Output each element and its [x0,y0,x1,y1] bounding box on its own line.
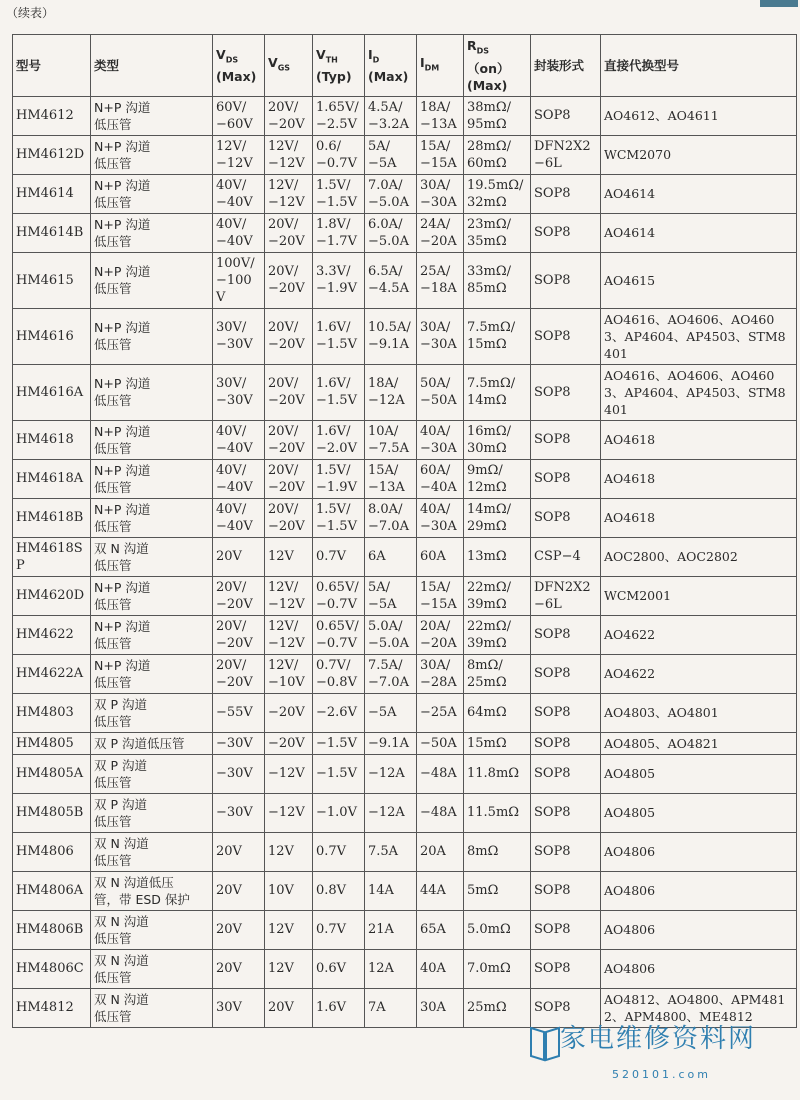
vds-cell: 30V [213,988,265,1027]
vgs-cell: 12V [265,910,313,949]
id-cell: 5A/ −5A [365,576,417,615]
idm-cell: −50A [417,732,464,754]
rds-cell: 14mΩ/ 29mΩ [464,498,531,537]
model-cell: HM4618A [13,459,91,498]
idm-cell: −25A [417,693,464,732]
model-cell: HM4805B [13,793,91,832]
type-cell: 双 P 沟道 低压管 [91,754,213,793]
header-idm: $I_{DM}$ [417,35,464,97]
vgs-cell: 20V/ −20V [265,308,313,364]
type-cell: 双 N 沟道 低压管 [91,910,213,949]
package-cell: DFN2X2 −6L [531,135,601,174]
package-cell: DFN2X2 −6L [531,576,601,615]
model-cell: HM4618 [13,420,91,459]
type-cell: 双 N 沟道 低压管 [91,988,213,1027]
type-cell: N+P 沟道 低压管 [91,615,213,654]
package-cell: SOP8 [531,364,601,420]
type-cell: N+P 沟道 低压管 [91,308,213,364]
package-cell: SOP8 [531,754,601,793]
replacement-cell: AO4805 [601,754,797,793]
model-cell: HM4615 [13,252,91,308]
vgs-cell: −20V [265,732,313,754]
replacement-cell: WCM2070 [601,135,797,174]
vgs-cell: 20V [265,988,313,1027]
type-cell: 双 N 沟道 低压管 [91,832,213,871]
type-cell: N+P 沟道 低压管 [91,135,213,174]
type-cell: N+P 沟道 低压管 [91,174,213,213]
vgs-cell: −12V [265,793,313,832]
idm-cell: 30A [417,988,464,1027]
id-cell: 14A [365,871,417,910]
id-cell: 21A [365,910,417,949]
replacement-cell: AO4806 [601,832,797,871]
header-vgs: $V_{GS}$ [265,35,313,97]
type-cell: 双 N 沟道 低压管 [91,537,213,576]
replacement-cell: AO4616、AO4606、AO4603、AP4604、AP4503、STM8401 [601,308,797,364]
rds-cell: 38mΩ/ 95mΩ [464,96,531,135]
vds-cell: −30V [213,793,265,832]
vds-cell: 40V/ −40V [213,213,265,252]
model-cell: HM4614B [13,213,91,252]
vth-cell: 0.7V [313,537,365,576]
package-cell: SOP8 [531,654,601,693]
model-cell: HM4616 [13,308,91,364]
vgs-cell: 12V/ −12V [265,135,313,174]
vgs-cell: −12V [265,754,313,793]
package-cell: SOP8 [531,988,601,1027]
vth-cell: 0.6/ −0.7V [313,135,365,174]
type-cell: 双 P 沟道低压管 [91,732,213,754]
vgs-cell: −20V [265,693,313,732]
replacement-cell: AO4618 [601,459,797,498]
idm-cell: 60A [417,537,464,576]
model-cell: HM4614 [13,174,91,213]
model-cell: HM4622 [13,615,91,654]
id-cell: 18A/ −12A [365,364,417,420]
rds-cell: 22mΩ/ 39mΩ [464,615,531,654]
replacement-cell: AO4614 [601,174,797,213]
table-header-row [13,35,797,97]
table-row [13,420,797,459]
type-cell: 双 P 沟道 低压管 [91,793,213,832]
replacement-cell: AO4615 [601,252,797,308]
model-cell: HM4812 [13,988,91,1027]
vds-cell: 20V/ −20V [213,615,265,654]
vds-cell: 40V/ −40V [213,459,265,498]
vds-cell: 20V [213,910,265,949]
vth-cell: 3.3V/ −1.9V [313,252,365,308]
type-cell: 双 N 沟道 低压管 [91,949,213,988]
table-row [13,949,797,988]
vds-cell: −30V [213,732,265,754]
vth-cell: 1.8V/ −1.7V [313,213,365,252]
vds-cell: 12V/ −12V [213,135,265,174]
id-cell: −9.1A [365,732,417,754]
table-row [13,308,797,364]
type-cell: N+P 沟道 低压管 [91,96,213,135]
replacement-cell: AO4806 [601,871,797,910]
vth-cell: 0.65V/ −0.7V [313,615,365,654]
type-cell: N+P 沟道 低压管 [91,213,213,252]
replacement-cell: AO4622 [601,615,797,654]
continued-label: （续表） [6,6,55,20]
replacement-cell: AO4622 [601,654,797,693]
vgs-cell: 20V/ −20V [265,420,313,459]
vth-cell: 1.6V/ −1.5V [313,364,365,420]
vgs-cell: 12V/ −12V [265,615,313,654]
vgs-cell: 12V/ −10V [265,654,313,693]
vth-cell: 1.6V [313,988,365,1027]
model-cell: HM4618B [13,498,91,537]
table-row [13,135,797,174]
header-type: 类型 [91,35,213,97]
id-cell: −5A [365,693,417,732]
type-cell: N+P 沟道 低压管 [91,498,213,537]
package-cell: CSP−4 [531,537,601,576]
header-id: $I_D$ (Max) [365,35,417,97]
id-cell: 6.5A/ −4.5A [365,252,417,308]
table-body [13,96,797,1027]
vth-cell: 0.7V [313,910,365,949]
vds-cell: 40V/ −40V [213,420,265,459]
model-cell: HM4806 [13,832,91,871]
vth-cell: 1.5V/ −1.5V [313,498,365,537]
package-cell: SOP8 [531,793,601,832]
vth-cell: 1.6V/ −1.5V [313,308,365,364]
package-cell: SOP8 [531,459,601,498]
table-row [13,576,797,615]
type-cell: 双 N 沟道低压 管，带 ESD 保护 [91,871,213,910]
vds-cell: 20V/ −20V [213,576,265,615]
type-cell: N+P 沟道 低压管 [91,364,213,420]
vds-cell: 20V/ −20V [213,654,265,693]
model-cell: HM4805 [13,732,91,754]
idm-cell: 25A/ −18A [417,252,464,308]
idm-cell: −48A [417,793,464,832]
idm-cell: 40A/ −30A [417,420,464,459]
vds-cell: 20V [213,832,265,871]
rds-cell: 8mΩ [464,832,531,871]
package-cell: SOP8 [531,498,601,537]
table-row [13,252,797,308]
table-row [13,754,797,793]
idm-cell: 40A [417,949,464,988]
package-cell: SOP8 [531,213,601,252]
vgs-cell: 20V/ −20V [265,252,313,308]
vds-cell: 30V/ −30V [213,364,265,420]
rds-cell: 25mΩ [464,988,531,1027]
table-row [13,654,797,693]
package-cell: SOP8 [531,910,601,949]
vth-cell: −1.0V [313,793,365,832]
package-cell: SOP8 [531,308,601,364]
type-cell: N+P 沟道 低压管 [91,459,213,498]
vds-cell: 100V/ −100V [213,252,265,308]
table-row [13,832,797,871]
vds-cell: −55V [213,693,265,732]
package-cell: SOP8 [531,732,601,754]
id-cell: 8.0A/ −7.0A [365,498,417,537]
vth-cell: −1.5V [313,732,365,754]
vds-cell: 20V [213,949,265,988]
rds-cell: 8mΩ/ 25mΩ [464,654,531,693]
model-cell: HM4612 [13,96,91,135]
idm-cell: 15A/ −15A [417,135,464,174]
vgs-cell: 10V [265,871,313,910]
vgs-cell: 12V/ −12V [265,174,313,213]
vds-cell: 60V/ −60V [213,96,265,135]
model-cell: HM4806B [13,910,91,949]
package-cell: SOP8 [531,615,601,654]
type-cell: N+P 沟道 低压管 [91,252,213,308]
id-cell: 6.0A/ −5.0A [365,213,417,252]
rds-cell: 28mΩ/ 60mΩ [464,135,531,174]
vds-cell: 20V [213,871,265,910]
replacement-cell: AO4614 [601,213,797,252]
vth-cell: 0.65V/ −0.7V [313,576,365,615]
rds-cell: 11.5mΩ [464,793,531,832]
rds-cell: 15mΩ [464,732,531,754]
idm-cell: 18A/ −13A [417,96,464,135]
rds-cell: 7.0mΩ [464,949,531,988]
model-cell: HM4805A [13,754,91,793]
vgs-cell: 20V/ −20V [265,498,313,537]
table-row [13,537,797,576]
replacement-cell: AO4618 [601,498,797,537]
id-cell: 4.5A/ −3.2A [365,96,417,135]
replacement-cell: WCM2001 [601,576,797,615]
vth-cell: 1.6V/ −2.0V [313,420,365,459]
id-cell: 12A [365,949,417,988]
table-row [13,871,797,910]
package-cell: SOP8 [531,420,601,459]
table-row [13,615,797,654]
type-cell: N+P 沟道 低压管 [91,654,213,693]
vth-cell: 0.8V [313,871,365,910]
rds-cell: 64mΩ [464,693,531,732]
model-cell: HM4806C [13,949,91,988]
rds-cell: 5.0mΩ [464,910,531,949]
idm-cell: −48A [417,754,464,793]
replacement-cell: AO4805 [601,793,797,832]
vgs-cell: 20V/ −20V [265,364,313,420]
package-cell: SOP8 [531,871,601,910]
type-cell: N+P 沟道 低压管 [91,420,213,459]
vth-cell: 0.7V [313,832,365,871]
vds-cell: 20V [213,537,265,576]
model-cell: HM4806A [13,871,91,910]
header-model: 型号 [13,35,91,97]
table-row [13,732,797,754]
rds-cell: 23mΩ/ 35mΩ [464,213,531,252]
model-cell: HM4803 [13,693,91,732]
id-cell: 10.5A/ −9.1A [365,308,417,364]
vgs-cell: 12V [265,537,313,576]
vth-cell: 1.5V/ −1.9V [313,459,365,498]
table-row [13,498,797,537]
package-cell: SOP8 [531,949,601,988]
table-row [13,213,797,252]
rds-cell: 7.5mΩ/ 15mΩ [464,308,531,364]
vth-cell: 0.6V [313,949,365,988]
replacement-cell: AO4618 [601,420,797,459]
table-row [13,174,797,213]
vth-cell: 0.7V/ −0.8V [313,654,365,693]
book-logo-icon [528,1022,562,1062]
vth-cell: −1.5V [313,754,365,793]
replacement-cell: AO4812、AO4800、APM4812、APM4800、ME4812 [601,988,797,1027]
table-row [13,459,797,498]
vgs-cell: 20V/ −20V [265,459,313,498]
id-cell: 6A [365,537,417,576]
idm-cell: 24A/ −20A [417,213,464,252]
replacement-cell: AO4806 [601,910,797,949]
idm-cell: 44A [417,871,464,910]
rds-cell: 19.5mΩ/ 32mΩ [464,174,531,213]
idm-cell: 30A/ −30A [417,308,464,364]
rds-cell: 13mΩ [464,537,531,576]
table-row [13,693,797,732]
package-cell: SOP8 [531,96,601,135]
rds-cell: 16mΩ/ 30mΩ [464,420,531,459]
vgs-cell: 12V/ −12V [265,576,313,615]
vgs-cell: 12V [265,949,313,988]
corner-mark [760,0,798,7]
replacement-cell: AO4805、AO4821 [601,732,797,754]
idm-cell: 65A [417,910,464,949]
table-row [13,96,797,135]
vds-cell: −30V [213,754,265,793]
replacement-cell: AO4612、AO4611 [601,96,797,135]
vgs-cell: 12V [265,832,313,871]
rds-cell: 33mΩ/ 85mΩ [464,252,531,308]
mosfet-spec-table [12,34,797,1028]
model-cell: HM4616A [13,364,91,420]
vds-cell: 40V/ −40V [213,174,265,213]
rds-cell: 22mΩ/ 39mΩ [464,576,531,615]
header-rds: $R_{DS}(on)$ (Max) [464,35,531,97]
idm-cell: 15A/ −15A [417,576,464,615]
type-cell: N+P 沟道 低压管 [91,576,213,615]
id-cell: −12A [365,793,417,832]
header-package: 封装形式 [531,35,601,97]
rds-cell: 5mΩ [464,871,531,910]
vgs-cell: 20V/ −20V [265,96,313,135]
model-cell: HM4620D [13,576,91,615]
replacement-cell: AOC2800、AOC2802 [601,537,797,576]
idm-cell: 30A/ −28A [417,654,464,693]
id-cell: 5.0A/ −5.0A [365,615,417,654]
watermark-url: 520101.com [612,1068,711,1081]
idm-cell: 50A/ −50A [417,364,464,420]
watermark-text: 家电维修资料网 [560,1024,757,1054]
id-cell: 15A/ −13A [365,459,417,498]
table-row [13,793,797,832]
id-cell: 10A/ −7.5A [365,420,417,459]
model-cell: HM4612D [13,135,91,174]
replacement-cell: AO4803、AO4801 [601,693,797,732]
replacement-cell: AO4806 [601,949,797,988]
id-cell: 7.5A [365,832,417,871]
header-replacement: 直接代换型号 [601,35,797,97]
vds-cell: 40V/ −40V [213,498,265,537]
package-cell: SOP8 [531,832,601,871]
package-cell: SOP8 [531,252,601,308]
model-cell: HM4622A [13,654,91,693]
vth-cell: 1.5V/ −1.5V [313,174,365,213]
idm-cell: 30A/ −30A [417,174,464,213]
id-cell: 7A [365,988,417,1027]
id-cell: −12A [365,754,417,793]
id-cell: 7.0A/ −5.0A [365,174,417,213]
vds-cell: 30V/ −30V [213,308,265,364]
idm-cell: 60A/ −40A [417,459,464,498]
header-vth: $V_{TH}$ (Typ) [313,35,365,97]
vgs-cell: 20V/ −20V [265,213,313,252]
package-cell: SOP8 [531,693,601,732]
idm-cell: 20A/ −20A [417,615,464,654]
rds-cell: 7.5mΩ/ 14mΩ [464,364,531,420]
replacement-cell: AO4616、AO4606、AO4603、AP4604、AP4503、STM8401 [601,364,797,420]
idm-cell: 40A/ −30A [417,498,464,537]
model-cell: HM4618S P [13,537,91,576]
rds-cell: 9mΩ/ 12mΩ [464,459,531,498]
type-cell: 双 P 沟道 低压管 [91,693,213,732]
vth-cell: 1.65V/ −2.5V [313,96,365,135]
id-cell: 7.5A/ −7.0A [365,654,417,693]
package-cell: SOP8 [531,174,601,213]
table-row [13,910,797,949]
id-cell: 5A/ −5A [365,135,417,174]
rds-cell: 11.8mΩ [464,754,531,793]
header-vds: $V_{DS}$ (Max) [213,35,265,97]
vth-cell: −2.6V [313,693,365,732]
table-row [13,364,797,420]
idm-cell: 20A [417,832,464,871]
